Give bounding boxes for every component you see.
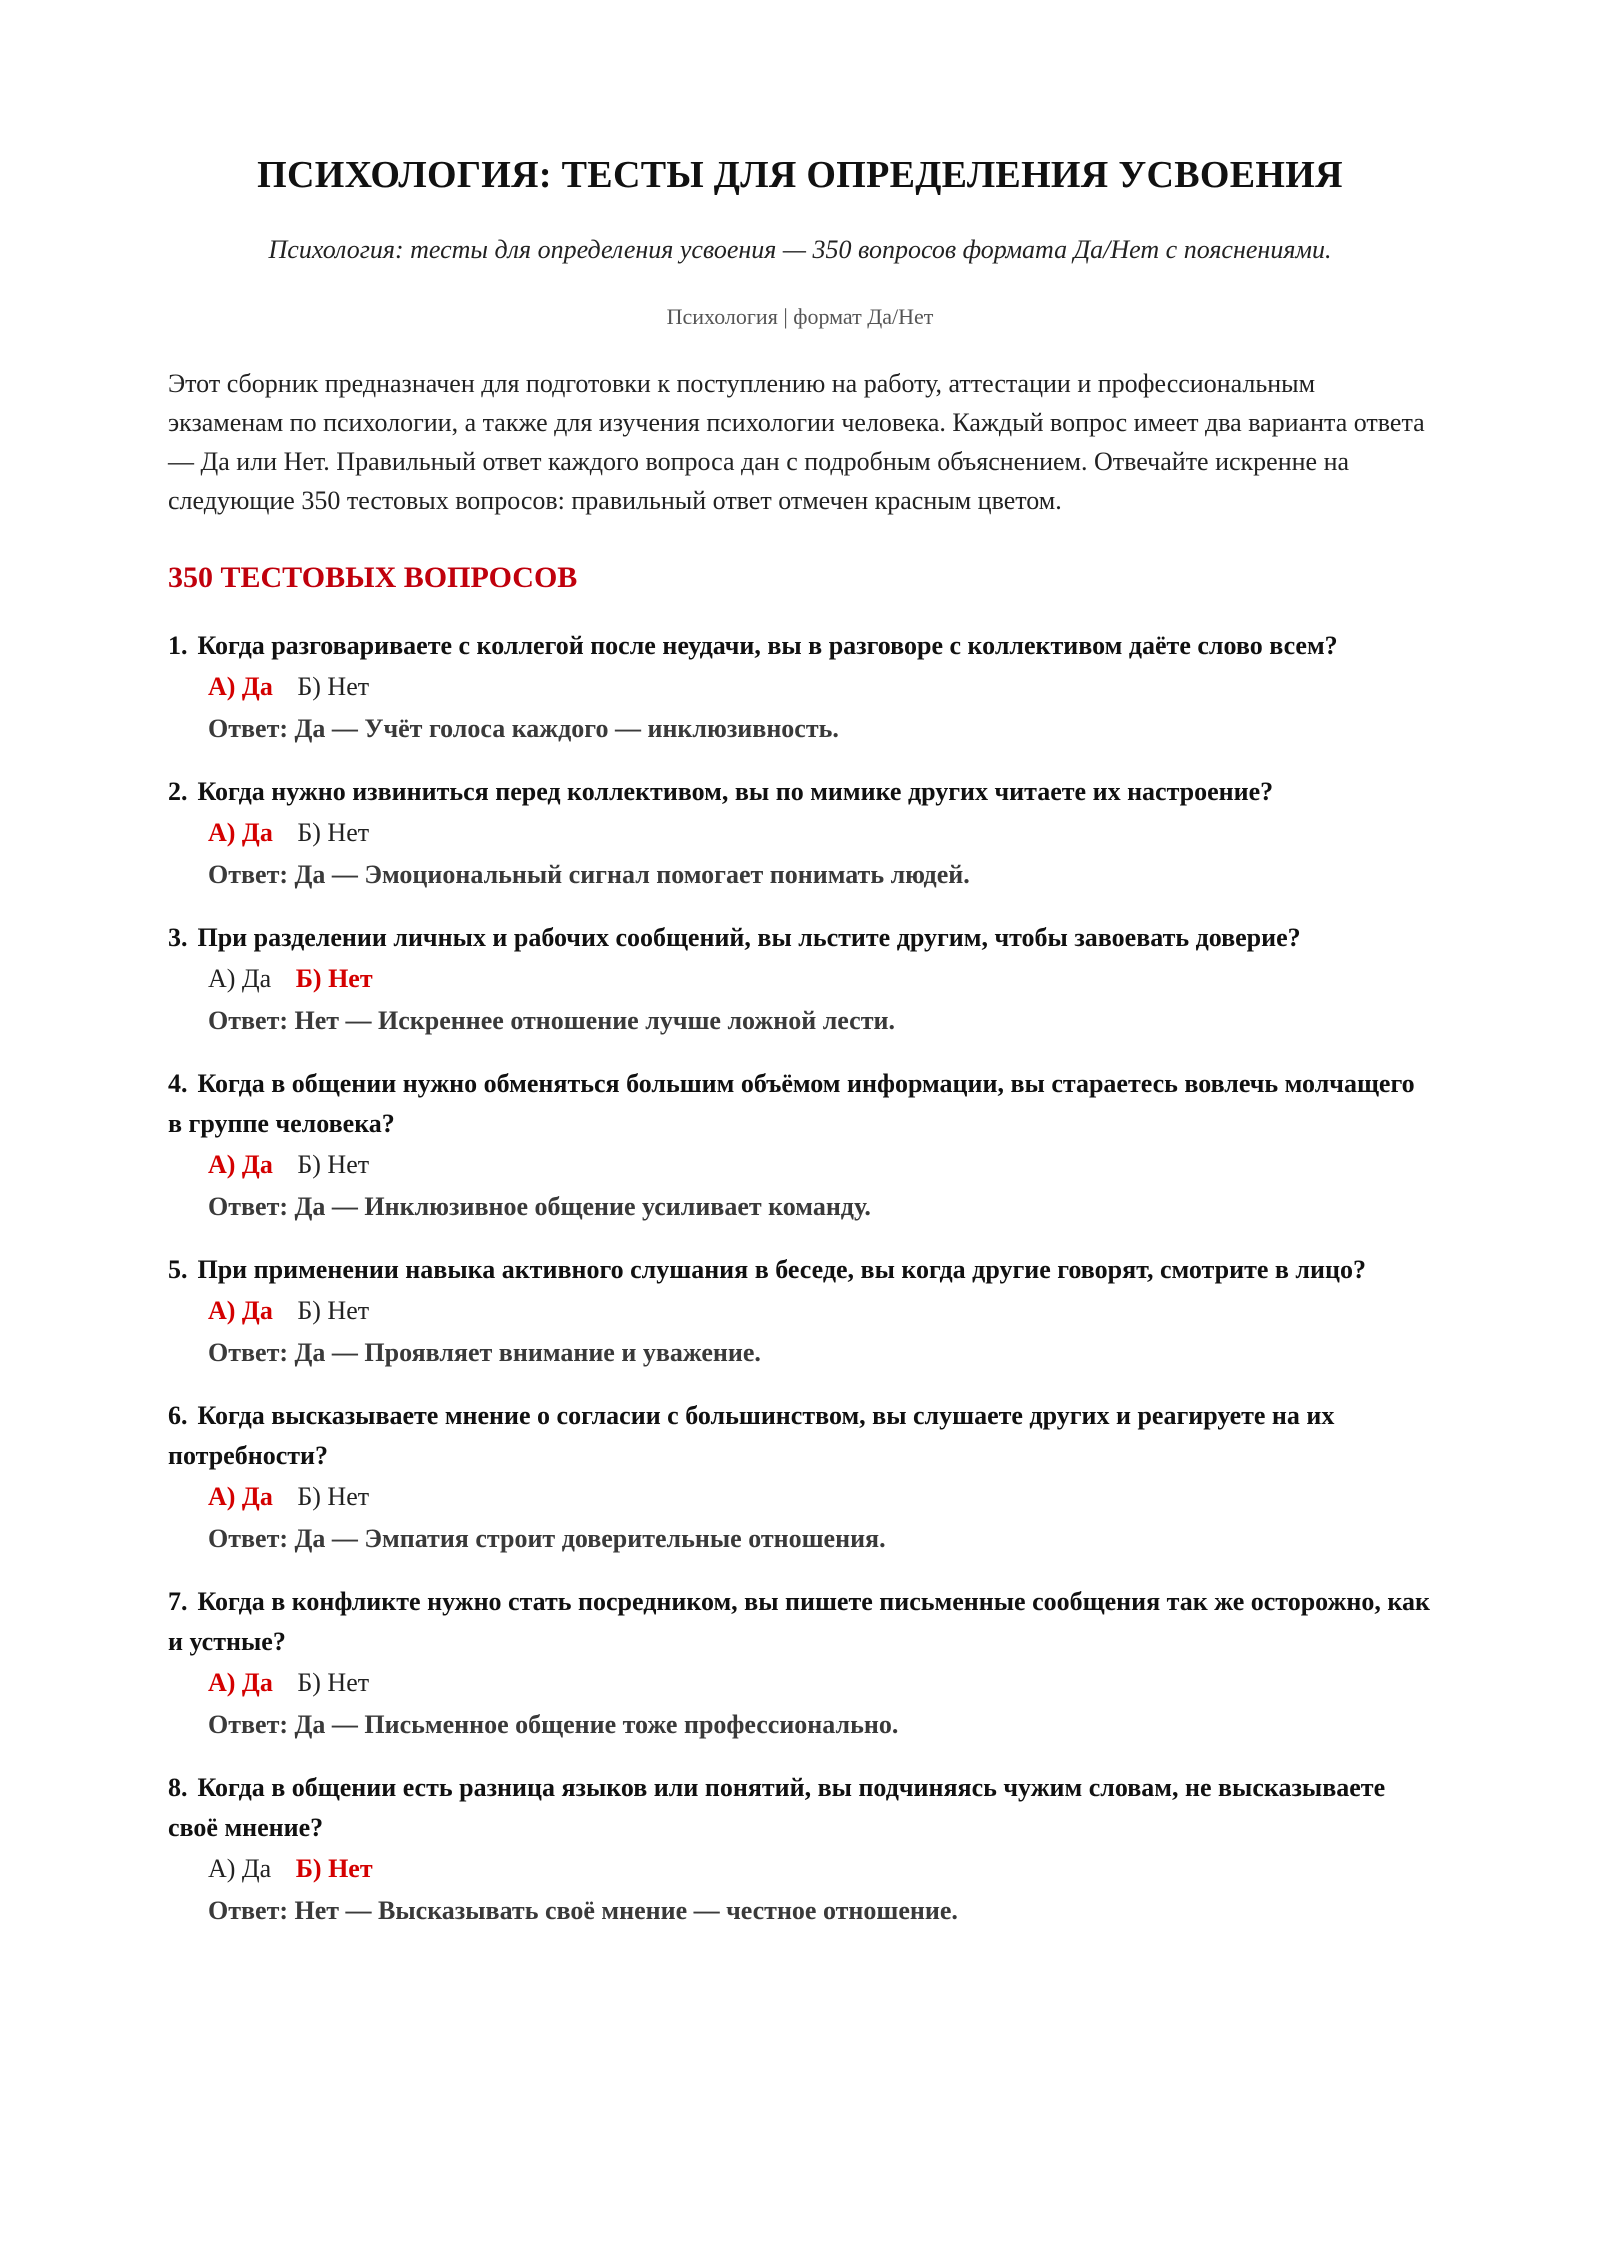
option-b: Б) Нет xyxy=(297,672,370,701)
question-text xyxy=(168,1396,1432,1476)
answer-explanation: Ответ: Да — Эмоциональный сигнал помогает понимать людей. xyxy=(208,860,970,889)
question-item xyxy=(168,1250,1432,1374)
question-number: 7. xyxy=(168,1587,188,1616)
question-body: Когда в общении есть разница языков или понятий, вы подчиняясь чужим словам, не высказываете своё мнение? xyxy=(168,1773,1386,1842)
question-item xyxy=(168,1396,1432,1560)
answer-options xyxy=(208,812,1432,854)
question-text xyxy=(168,1250,1432,1290)
document-subtitle: Психология: тесты для определения усвоения — 350 вопросов формата Да/Нет с пояснениями. xyxy=(268,235,1332,264)
option-b: Б) Нет xyxy=(295,1854,373,1883)
question-number: 5. xyxy=(168,1255,188,1284)
option-a: А) Да xyxy=(208,964,272,993)
answer-options xyxy=(208,1144,1432,1186)
question-item xyxy=(168,1064,1432,1228)
section-heading: 350 ТЕСТОВЫХ ВОПРОСОВ xyxy=(168,561,578,594)
answer-explanation: Ответ: Да — Эмпатия строит доверительные отношения. xyxy=(208,1524,886,1553)
answer-explanation: Ответ: Да — Учёт голоса каждого — инклюзивность. xyxy=(208,714,839,743)
document-intro: Этот сборник предназначен для подготовки к поступлению на работу, аттестации и профессиональным экзаменам по психологии, а также для изучения психологии человека. Каждый вопрос имеет два варианта ответа — Да или Нет. Правильный ответ каждого вопроса дан с подробным объяснением. Отвечайте искренне на следующие 350 тестовых вопросов: правильный ответ отмечен красным цветом. xyxy=(168,369,1425,515)
question-number: 4. xyxy=(168,1069,188,1098)
answer-options xyxy=(208,1662,1432,1704)
option-b: Б) Нет xyxy=(297,1296,370,1325)
option-b: Б) Нет xyxy=(297,1150,370,1179)
question-list xyxy=(168,626,1432,1932)
question-item xyxy=(168,772,1432,896)
question-number: 8. xyxy=(168,1773,188,1802)
question-item xyxy=(168,1768,1432,1932)
option-b: Б) Нет xyxy=(297,818,370,847)
option-a: А) Да xyxy=(208,1150,273,1179)
question-body: Когда в общении нужно обменяться большим объёмом информации, вы стараетесь вовлечь молчащего в группе человека? xyxy=(168,1069,1415,1138)
answer-explanation: Ответ: Да — Письменное общение тоже профессионально. xyxy=(208,1710,899,1739)
answer-explanation: Ответ: Да — Инклюзивное общение усиливает команду. xyxy=(208,1192,871,1221)
question-item xyxy=(168,626,1432,750)
question-body: Когда в конфликте нужно стать посредником, вы пишете письменные сообщения так же осторожно, как и устные? xyxy=(168,1587,1430,1656)
option-a: А) Да xyxy=(208,818,273,847)
question-number: 3. xyxy=(168,923,188,952)
question-item xyxy=(168,918,1432,1042)
question-text xyxy=(168,1768,1432,1848)
question-text xyxy=(168,1582,1432,1662)
answer-options xyxy=(208,666,1432,708)
question-body: При применении навыка активного слушания в беседе, вы когда другие говорят, смотрите в лицо? xyxy=(197,1255,1366,1284)
question-text xyxy=(168,626,1432,666)
question-number: 6. xyxy=(168,1401,188,1430)
answer-options xyxy=(208,958,1432,1000)
question-item xyxy=(168,1582,1432,1746)
question-number: 2. xyxy=(168,777,188,806)
question-text xyxy=(168,918,1432,958)
option-a: А) Да xyxy=(208,1854,272,1883)
question-body: Когда разговариваете с коллегой после неудачи, вы в разговоре с коллективом даёте слово всем? xyxy=(197,631,1338,660)
answer-options xyxy=(208,1290,1432,1332)
document-meta: Психология | формат Да/Нет xyxy=(666,304,934,329)
option-a: А) Да xyxy=(208,1668,273,1697)
question-body: Когда высказываете мнение о согласии с большинством, вы слушаете других и реагируете на их потребности? xyxy=(168,1401,1335,1470)
option-b: Б) Нет xyxy=(295,964,373,993)
question-body: При разделении личных и рабочих сообщений, вы льстите другим, чтобы завоевать доверие? xyxy=(197,923,1301,952)
question-number: 1. xyxy=(168,631,188,660)
answer-options xyxy=(208,1476,1432,1518)
option-a: А) Да xyxy=(208,1296,273,1325)
answer-explanation: Ответ: Нет — Искреннее отношение лучше ложной лести. xyxy=(208,1006,895,1035)
option-a: А) Да xyxy=(208,672,273,701)
question-text xyxy=(168,772,1432,812)
document-title: ПСИХОЛОГИЯ: ТЕСТЫ ДЛЯ ОПРЕДЕЛЕНИЯ УСВОЕНИЯ xyxy=(257,154,1343,196)
answer-explanation: Ответ: Нет — Высказывать своё мнение — честное отношение. xyxy=(208,1896,958,1925)
option-a: А) Да xyxy=(208,1482,273,1511)
answer-options xyxy=(208,1848,1432,1890)
option-b: Б) Нет xyxy=(297,1482,370,1511)
answer-explanation: Ответ: Да — Проявляет внимание и уважение. xyxy=(208,1338,761,1367)
option-b: Б) Нет xyxy=(297,1668,370,1697)
question-body: Когда нужно извиниться перед коллективом, вы по мимике других читаете их настроение? xyxy=(197,777,1274,806)
question-text xyxy=(168,1064,1432,1144)
